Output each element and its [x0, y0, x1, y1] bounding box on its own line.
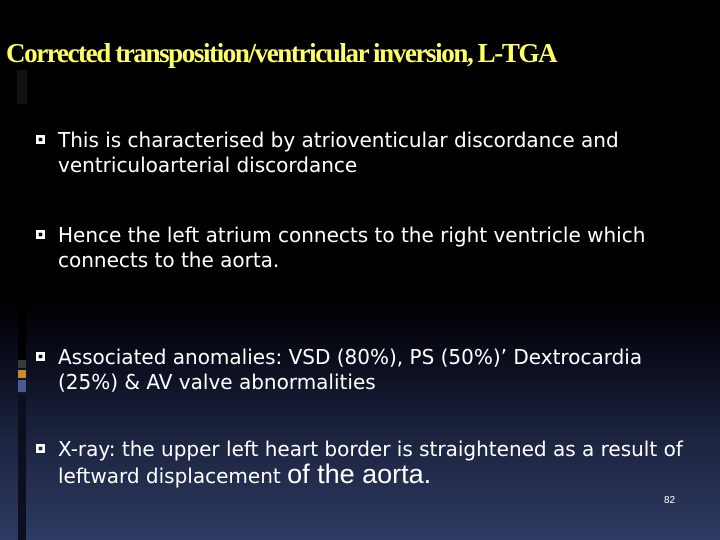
accent-segment [18, 394, 26, 540]
square-bullet-icon [36, 230, 45, 239]
bullet-text-large: of the aorta. [287, 459, 432, 489]
bullet-text: Associated anomalies: VSD (80%), PS (50%)’ Dextrocardia (25%) & AV valve abnormalities [58, 345, 643, 394]
accent-segment [18, 380, 26, 392]
bullet-item [36, 128, 696, 178]
bullet-item [36, 437, 696, 489]
bullet-text: This is characterised by atrioventicular discordance and ventriculoarterial discordance [58, 128, 619, 177]
accent-segment [18, 360, 26, 368]
page-number: 82 [664, 495, 676, 506]
bullet-text: X-ray: the upper left heart border is straightened as a result of leftward displacement [58, 437, 683, 488]
slide-title: Corrected transposition/ventricular inversion, L-TGA [6, 38, 557, 68]
square-bullet-icon [36, 352, 45, 361]
bullet-text: Hence the left atrium connects to the right ventricle which connects to the aorta. [58, 223, 646, 272]
bullet-text-wrapper [58, 437, 696, 489]
square-bullet-icon [36, 135, 45, 144]
bullet-item [36, 223, 696, 273]
square-bullet-icon [36, 444, 45, 453]
accent-segment [18, 370, 26, 378]
title-marker [17, 70, 27, 104]
bullet-item [36, 345, 696, 395]
